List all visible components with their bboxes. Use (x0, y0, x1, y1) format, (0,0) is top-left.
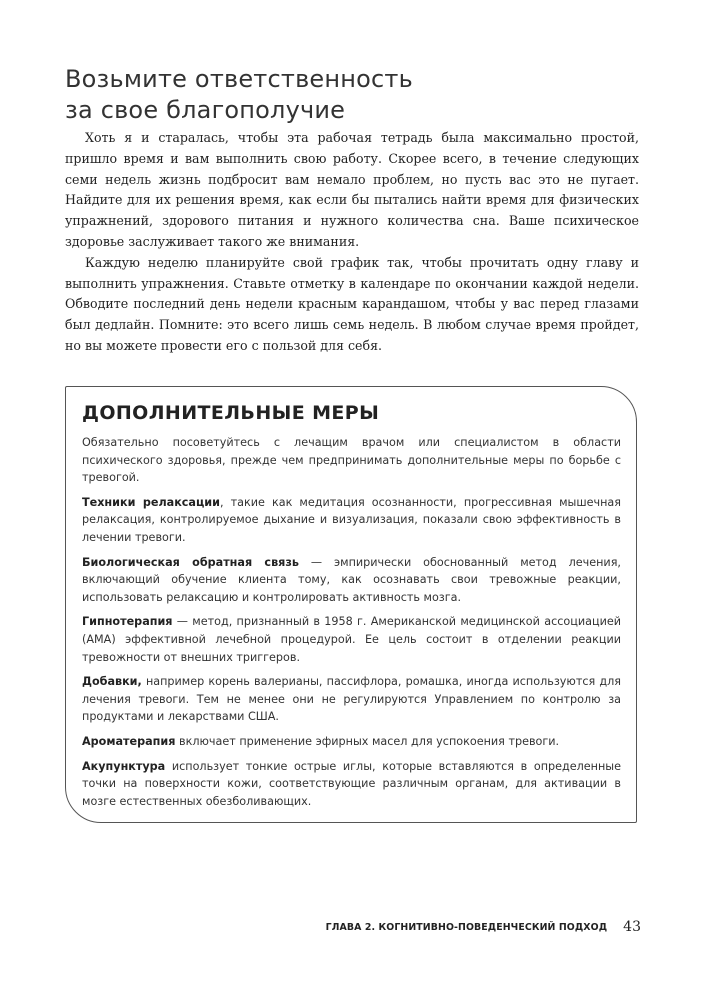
measure-description: использует тонкие острые иглы, которые вставляются в определенные точки на поверхности кожи, соответствующие различным органам, для активации в мозге естественных обезболивающих. (82, 759, 621, 808)
measure-term: Добавки, (82, 675, 142, 689)
measure-acupuncture (82, 758, 621, 811)
measure-biofeedback (82, 554, 621, 607)
page-footer (326, 918, 641, 936)
measure-description: — эмпирически обоснованный метод лечения, включающий обучение клиента тому, как осознавать свои тревожные реакции, использовать релаксацию и контролировать активность мозга. (82, 555, 621, 604)
measure-term: Техники релаксации (82, 495, 220, 509)
measure-term: Гипнотерапия (82, 615, 173, 629)
section-heading-line-2: за свое благополучие (65, 96, 346, 124)
page-number: 43 (623, 919, 641, 936)
measure-term: Акупунктура (82, 759, 166, 773)
body-paragraph-2: Каждую неделю планируйте свой график так, чтобы прочитать одну главу и выполнить упражнения. Ставьте отметку в календаре по окончании каждой недели. Обводите последний день недели красным карандашом, чтобы у вас перед глазами был дедлайн. Помните: это всего лишь семь недель. В любом случае время пройдет, но вы можете провести его с пользой для себя. (65, 254, 639, 353)
measure-aromatherapy (82, 733, 621, 751)
section-heading-line-1: Возьмите ответственность (65, 65, 413, 93)
sidebar-title: ДОПОЛНИТЕЛЬНЫЕ МЕРЫ (82, 402, 380, 424)
body-paragraph-1: Хоть я и старалась, чтобы эта рабочая тетрадь была максимально простой, пришло время и вам выполнить свою работу. Скорее всего, в течение следующих семи недель жизнь подбросит вам немало проблем, но пусть вас это не пугает. Найдите для их решения время, как если бы пытались найти время для физических упражнений, здорового питания и нужного количества сна. Ваше психическое здоровье заслуживает такого же внимания. (65, 130, 639, 249)
sidebar-intro: Обязательно посоветуйтесь с лечащим врачом или специалистом в области психического здоровья, прежде чем предпринимать дополнительные меры по борьбе с тревогой. (82, 436, 621, 485)
measure-description: например корень валерианы, пассифлора, ромашка, иногда используются для лечения тревоги. Тем не менее они не регулируются Управлением по контролю за продуктами и лекарствами США. (82, 675, 621, 724)
measure-description: , такие как медитация осознанности, прогрессивная мышечная релаксация, контролируемое дыхание и визуализация, показали свою эффективность в лечении тревоги. (82, 495, 621, 544)
measure-description: — метод, признанный в 1958 г. Американской медицинской ассоциацией (АМА) эффективной лечебной процедурой. Ее цель состоит в отделении реакции тревожности от внешних триггеров. (82, 615, 621, 664)
measure-description: включает применение эфирных масел для успокоения тревоги. (175, 734, 560, 748)
running-footer-chapter: ГЛАВА 2. КОГНИТИВНО-ПОВЕДЕНЧЕСКИЙ ПОДХОД (325, 921, 608, 933)
measure-relaxation (82, 494, 621, 547)
additional-measures-box (65, 386, 637, 823)
section-heading (65, 64, 645, 126)
measure-term: Биологическая обратная связь (82, 555, 299, 569)
measure-hypnotherapy (82, 613, 621, 666)
measure-supplements (82, 673, 621, 726)
body-text (65, 128, 639, 357)
measure-term: Ароматерапия (82, 734, 176, 748)
